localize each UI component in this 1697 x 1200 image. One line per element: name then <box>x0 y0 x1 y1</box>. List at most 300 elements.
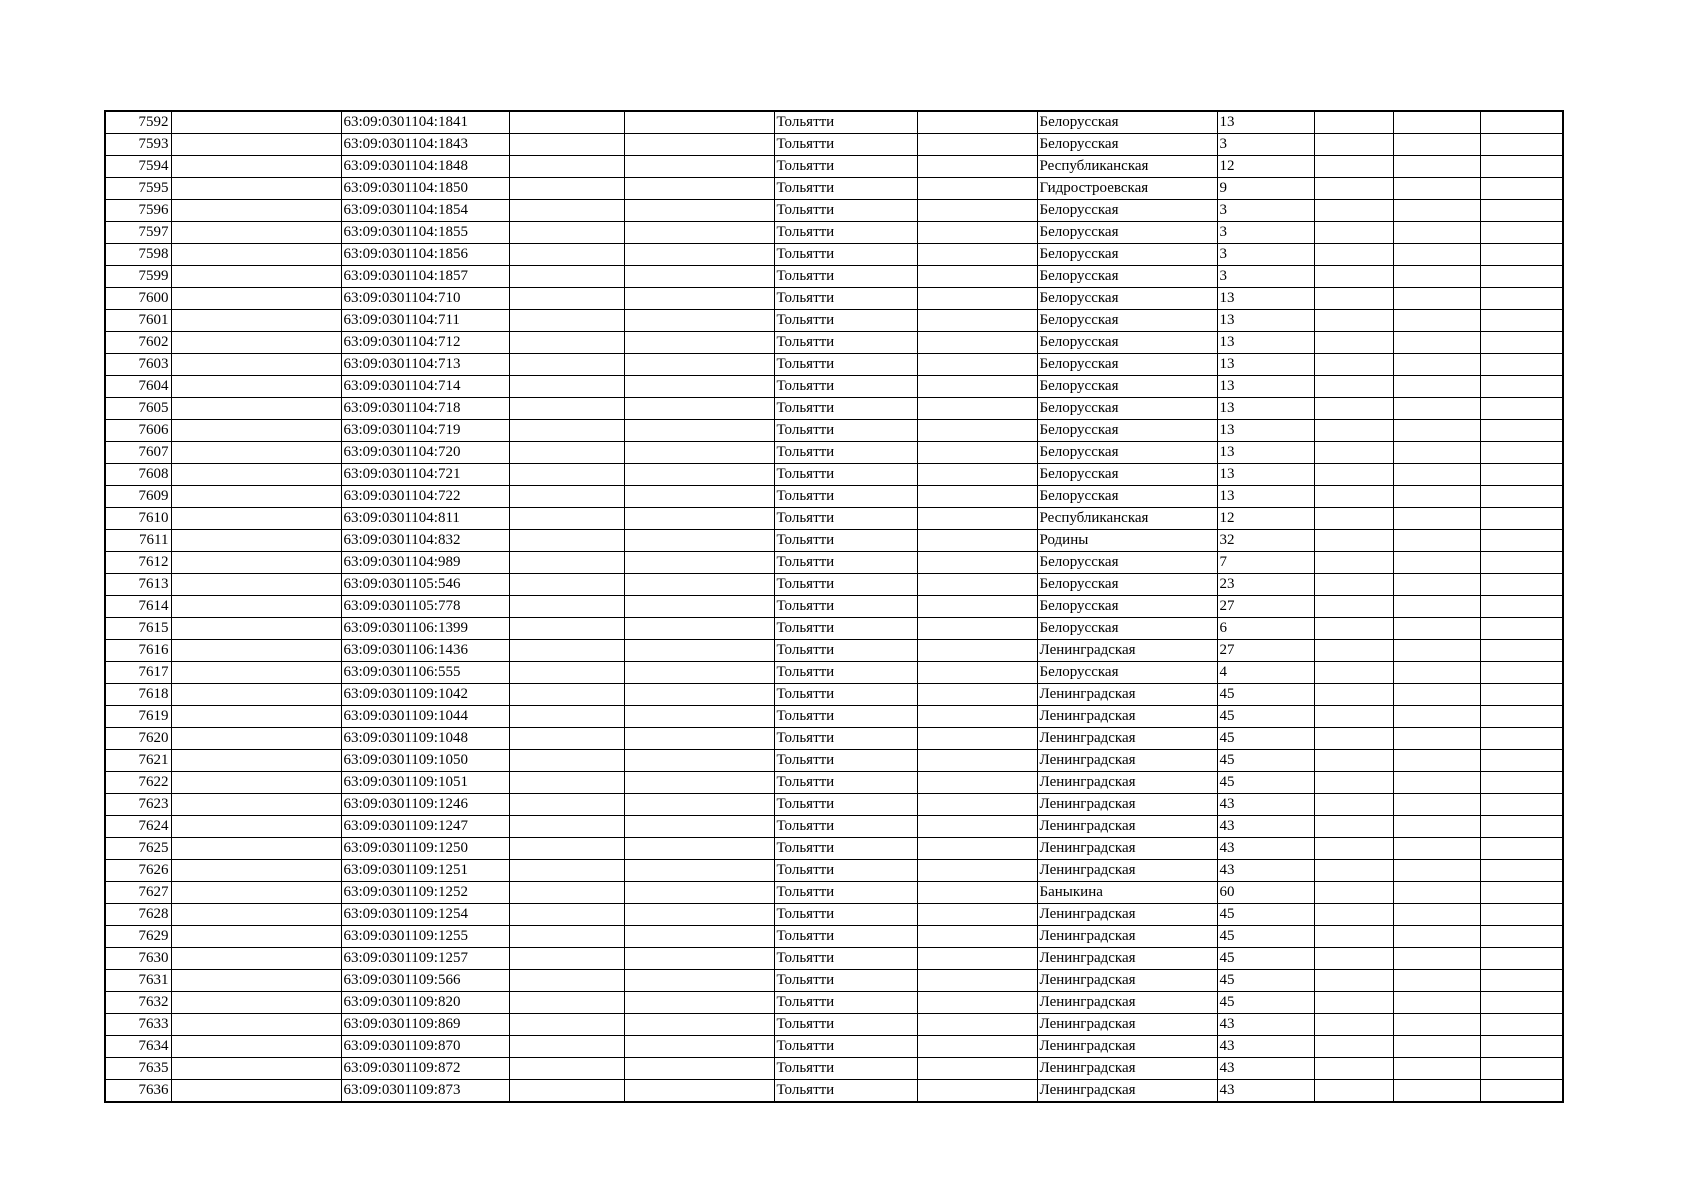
table-row <box>105 640 1563 662</box>
house-number-cell: 45 <box>1217 684 1314 706</box>
empty-cell <box>1314 882 1393 904</box>
empty-cell <box>1393 596 1480 618</box>
house-number-cell: 13 <box>1217 442 1314 464</box>
house-number-cell: 13 <box>1217 398 1314 420</box>
empty-cell <box>1480 508 1563 530</box>
empty-cell <box>1480 860 1563 882</box>
street-cell: Белорусская <box>1037 222 1217 244</box>
empty-cell <box>509 948 624 970</box>
empty-cell <box>1393 266 1480 288</box>
street-cell: Белорусская <box>1037 486 1217 508</box>
street-cell: Ленинградская <box>1037 750 1217 772</box>
house-number-cell: 13 <box>1217 288 1314 310</box>
city-cell: Тольятти <box>774 926 917 948</box>
empty-cell <box>509 552 624 574</box>
table-row <box>105 530 1563 552</box>
street-cell: Белорусская <box>1037 618 1217 640</box>
empty-cell <box>1480 1036 1563 1058</box>
empty-cell <box>917 750 1037 772</box>
empty-cell <box>1314 904 1393 926</box>
empty-cell <box>509 992 624 1014</box>
empty-cell <box>1314 464 1393 486</box>
cadastral-number-cell: 63:09:0301104:719 <box>341 420 509 442</box>
row-number-cell: 7630 <box>105 948 171 970</box>
empty-cell <box>1480 728 1563 750</box>
house-number-cell: 43 <box>1217 794 1314 816</box>
row-number-cell: 7625 <box>105 838 171 860</box>
empty-cell <box>624 266 774 288</box>
row-number-cell: 7626 <box>105 860 171 882</box>
empty-cell <box>1480 442 1563 464</box>
house-number-cell: 45 <box>1217 970 1314 992</box>
empty-cell <box>171 860 341 882</box>
empty-cell <box>1393 288 1480 310</box>
empty-cell <box>1393 706 1480 728</box>
empty-cell <box>917 1014 1037 1036</box>
street-cell: Баныкина <box>1037 882 1217 904</box>
empty-cell <box>171 156 341 178</box>
house-number-cell: 12 <box>1217 156 1314 178</box>
empty-cell <box>624 1058 774 1080</box>
city-cell: Тольятти <box>774 618 917 640</box>
house-number-cell: 43 <box>1217 1036 1314 1058</box>
empty-cell <box>917 222 1037 244</box>
house-number-cell: 43 <box>1217 860 1314 882</box>
house-number-cell: 43 <box>1217 1080 1314 1103</box>
empty-cell <box>624 178 774 200</box>
street-cell: Белорусская <box>1037 464 1217 486</box>
empty-cell <box>917 178 1037 200</box>
empty-cell <box>509 156 624 178</box>
empty-cell <box>1314 310 1393 332</box>
empty-cell <box>171 420 341 442</box>
city-cell: Тольятти <box>774 552 917 574</box>
empty-cell <box>624 1014 774 1036</box>
empty-cell <box>624 464 774 486</box>
empty-cell <box>1393 992 1480 1014</box>
empty-cell <box>1314 926 1393 948</box>
house-number-cell: 27 <box>1217 596 1314 618</box>
street-cell: Белорусская <box>1037 266 1217 288</box>
empty-cell <box>1393 244 1480 266</box>
empty-cell <box>917 992 1037 1014</box>
empty-cell <box>171 442 341 464</box>
city-cell: Тольятти <box>774 244 917 266</box>
empty-cell <box>171 618 341 640</box>
table-row <box>105 926 1563 948</box>
city-cell: Тольятти <box>774 111 917 134</box>
empty-cell <box>171 816 341 838</box>
city-cell: Тольятти <box>774 200 917 222</box>
empty-cell <box>1393 1036 1480 1058</box>
empty-cell <box>509 530 624 552</box>
empty-cell <box>1393 111 1480 134</box>
empty-cell <box>509 111 624 134</box>
empty-cell <box>1480 244 1563 266</box>
empty-cell <box>171 574 341 596</box>
cadastral-number-cell: 63:09:0301109:1048 <box>341 728 509 750</box>
empty-cell <box>917 464 1037 486</box>
empty-cell <box>917 508 1037 530</box>
table-row <box>105 332 1563 354</box>
cadastral-number-cell: 63:09:0301104:1850 <box>341 178 509 200</box>
house-number-cell: 9 <box>1217 178 1314 200</box>
table-row <box>105 970 1563 992</box>
empty-cell <box>917 882 1037 904</box>
cadastral-number-cell: 63:09:0301104:713 <box>341 354 509 376</box>
empty-cell <box>171 354 341 376</box>
house-number-cell: 45 <box>1217 772 1314 794</box>
empty-cell <box>1480 816 1563 838</box>
empty-cell <box>1480 530 1563 552</box>
empty-cell <box>624 706 774 728</box>
empty-cell <box>509 508 624 530</box>
table-row <box>105 794 1563 816</box>
city-cell: Тольятти <box>774 530 917 552</box>
empty-cell <box>1314 398 1393 420</box>
cadastral-number-cell: 63:09:0301104:722 <box>341 486 509 508</box>
empty-cell <box>171 904 341 926</box>
street-cell: Белорусская <box>1037 376 1217 398</box>
city-cell: Тольятти <box>774 860 917 882</box>
city-cell: Тольятти <box>774 970 917 992</box>
empty-cell <box>1393 882 1480 904</box>
cadastral-number-cell: 63:09:0301106:555 <box>341 662 509 684</box>
cadastral-number-cell: 63:09:0301109:869 <box>341 1014 509 1036</box>
table-row <box>105 728 1563 750</box>
empty-cell <box>624 244 774 266</box>
street-cell: Белорусская <box>1037 244 1217 266</box>
empty-cell <box>1480 1014 1563 1036</box>
street-cell: Ленинградская <box>1037 816 1217 838</box>
city-cell: Тольятти <box>774 838 917 860</box>
empty-cell <box>1314 838 1393 860</box>
house-number-cell: 13 <box>1217 310 1314 332</box>
row-number-cell: 7609 <box>105 486 171 508</box>
empty-cell <box>917 904 1037 926</box>
table-row <box>105 838 1563 860</box>
row-number-cell: 7604 <box>105 376 171 398</box>
empty-cell <box>509 222 624 244</box>
row-number-cell: 7607 <box>105 442 171 464</box>
table-row <box>105 156 1563 178</box>
house-number-cell: 12 <box>1217 508 1314 530</box>
row-number-cell: 7608 <box>105 464 171 486</box>
empty-cell <box>509 464 624 486</box>
cadastral-number-cell: 63:09:0301109:1257 <box>341 948 509 970</box>
street-cell: Ленинградская <box>1037 970 1217 992</box>
street-cell: Белорусская <box>1037 552 1217 574</box>
empty-cell <box>1314 1036 1393 1058</box>
table-row <box>105 772 1563 794</box>
empty-cell <box>1480 464 1563 486</box>
table-row <box>105 574 1563 596</box>
empty-cell <box>917 134 1037 156</box>
empty-cell <box>1480 574 1563 596</box>
cadastral-number-cell: 63:09:0301109:870 <box>341 1036 509 1058</box>
city-cell: Тольятти <box>774 772 917 794</box>
row-number-cell: 7615 <box>105 618 171 640</box>
empty-cell <box>1480 1080 1563 1103</box>
empty-cell <box>1393 200 1480 222</box>
empty-cell <box>917 288 1037 310</box>
empty-cell <box>624 332 774 354</box>
empty-cell <box>1480 596 1563 618</box>
empty-cell <box>1393 1058 1480 1080</box>
empty-cell <box>1314 486 1393 508</box>
empty-cell <box>1393 1014 1480 1036</box>
cadastral-number-cell: 63:09:0301109:1042 <box>341 684 509 706</box>
empty-cell <box>1314 111 1393 134</box>
empty-cell <box>1480 684 1563 706</box>
city-cell: Тольятти <box>774 948 917 970</box>
empty-cell <box>624 838 774 860</box>
house-number-cell: 45 <box>1217 992 1314 1014</box>
row-number-cell: 7600 <box>105 288 171 310</box>
empty-cell <box>1480 354 1563 376</box>
empty-cell <box>171 200 341 222</box>
row-number-cell: 7595 <box>105 178 171 200</box>
cadastral-number-cell: 63:09:0301104:718 <box>341 398 509 420</box>
empty-cell <box>1393 618 1480 640</box>
table-row <box>105 750 1563 772</box>
empty-cell <box>624 1036 774 1058</box>
empty-cell <box>1393 772 1480 794</box>
empty-cell <box>1480 794 1563 816</box>
table-row <box>105 134 1563 156</box>
table-row <box>105 222 1563 244</box>
cadastral-number-cell: 63:09:0301109:1250 <box>341 838 509 860</box>
empty-cell <box>1314 860 1393 882</box>
cadastral-number-cell: 63:09:0301109:1050 <box>341 750 509 772</box>
row-number-cell: 7636 <box>105 1080 171 1103</box>
table-row <box>105 618 1563 640</box>
empty-cell <box>917 684 1037 706</box>
empty-cell <box>1314 508 1393 530</box>
empty-cell <box>917 1080 1037 1103</box>
empty-cell <box>917 332 1037 354</box>
table-row <box>105 464 1563 486</box>
cadastral-number-cell: 63:09:0301104:1854 <box>341 200 509 222</box>
row-number-cell: 7592 <box>105 111 171 134</box>
city-cell: Тольятти <box>774 464 917 486</box>
empty-cell <box>171 750 341 772</box>
empty-cell <box>509 574 624 596</box>
row-number-cell: 7632 <box>105 992 171 1014</box>
empty-cell <box>624 354 774 376</box>
empty-cell <box>1480 156 1563 178</box>
cadastral-number-cell: 63:09:0301104:710 <box>341 288 509 310</box>
city-cell: Тольятти <box>774 222 917 244</box>
empty-cell <box>624 596 774 618</box>
empty-cell <box>509 684 624 706</box>
empty-cell <box>509 926 624 948</box>
row-number-cell: 7631 <box>105 970 171 992</box>
city-cell: Тольятти <box>774 816 917 838</box>
house-number-cell: 45 <box>1217 706 1314 728</box>
empty-cell <box>624 398 774 420</box>
row-number-cell: 7598 <box>105 244 171 266</box>
city-cell: Тольятти <box>774 310 917 332</box>
empty-cell <box>1480 288 1563 310</box>
empty-cell <box>509 970 624 992</box>
cadastral-number-cell: 63:09:0301104:714 <box>341 376 509 398</box>
cadastral-number-cell: 63:09:0301105:546 <box>341 574 509 596</box>
empty-cell <box>171 772 341 794</box>
table-row <box>105 948 1563 970</box>
house-number-cell: 32 <box>1217 530 1314 552</box>
house-number-cell: 43 <box>1217 816 1314 838</box>
empty-cell <box>917 640 1037 662</box>
empty-cell <box>1314 376 1393 398</box>
empty-cell <box>171 464 341 486</box>
empty-cell <box>509 1058 624 1080</box>
empty-cell <box>917 530 1037 552</box>
row-number-cell: 7594 <box>105 156 171 178</box>
house-number-cell: 13 <box>1217 420 1314 442</box>
city-cell: Тольятти <box>774 1080 917 1103</box>
empty-cell <box>1393 354 1480 376</box>
row-number-cell: 7603 <box>105 354 171 376</box>
empty-cell <box>624 772 774 794</box>
house-number-cell: 3 <box>1217 134 1314 156</box>
empty-cell <box>171 530 341 552</box>
empty-cell <box>917 310 1037 332</box>
empty-cell <box>1480 178 1563 200</box>
empty-cell <box>624 1080 774 1103</box>
house-number-cell: 13 <box>1217 111 1314 134</box>
row-number-cell: 7611 <box>105 530 171 552</box>
empty-cell <box>509 200 624 222</box>
empty-cell <box>624 200 774 222</box>
cadastral-number-cell: 63:09:0301109:820 <box>341 992 509 1014</box>
empty-cell <box>171 310 341 332</box>
empty-cell <box>624 552 774 574</box>
empty-cell <box>1480 222 1563 244</box>
table-row <box>105 288 1563 310</box>
house-number-cell: 43 <box>1217 1014 1314 1036</box>
empty-cell <box>917 156 1037 178</box>
cadastral-number-cell: 63:09:0301104:712 <box>341 332 509 354</box>
empty-cell <box>917 618 1037 640</box>
table-row <box>105 706 1563 728</box>
cadastral-number-cell: 63:09:0301104:1841 <box>341 111 509 134</box>
empty-cell <box>509 266 624 288</box>
table-row <box>105 1036 1563 1058</box>
empty-cell <box>624 222 774 244</box>
city-cell: Тольятти <box>774 442 917 464</box>
empty-cell <box>624 970 774 992</box>
empty-cell <box>171 376 341 398</box>
row-number-cell: 7635 <box>105 1058 171 1080</box>
empty-cell <box>917 111 1037 134</box>
empty-cell <box>917 1036 1037 1058</box>
empty-cell <box>917 200 1037 222</box>
empty-cell <box>171 486 341 508</box>
table-row <box>105 662 1563 684</box>
city-cell: Тольятти <box>774 134 917 156</box>
empty-cell <box>1393 530 1480 552</box>
table-row <box>105 860 1563 882</box>
empty-cell <box>509 596 624 618</box>
empty-cell <box>624 508 774 530</box>
empty-cell <box>171 266 341 288</box>
empty-cell <box>917 376 1037 398</box>
empty-cell <box>171 1036 341 1058</box>
house-number-cell: 3 <box>1217 222 1314 244</box>
street-cell: Ленинградская <box>1037 948 1217 970</box>
empty-cell <box>1314 684 1393 706</box>
city-cell: Тольятти <box>774 508 917 530</box>
empty-cell <box>1393 420 1480 442</box>
city-cell: Тольятти <box>774 178 917 200</box>
empty-cell <box>917 816 1037 838</box>
house-number-cell: 6 <box>1217 618 1314 640</box>
empty-cell <box>917 442 1037 464</box>
empty-cell <box>509 244 624 266</box>
empty-cell <box>1314 244 1393 266</box>
cadastral-number-cell: 63:09:0301109:873 <box>341 1080 509 1103</box>
cadastral-number-cell: 63:09:0301104:1855 <box>341 222 509 244</box>
empty-cell <box>171 178 341 200</box>
street-cell: Белорусская <box>1037 200 1217 222</box>
house-number-cell: 3 <box>1217 200 1314 222</box>
empty-cell <box>171 111 341 134</box>
empty-cell <box>1480 618 1563 640</box>
empty-cell <box>624 486 774 508</box>
empty-cell <box>1480 111 1563 134</box>
row-number-cell: 7601 <box>105 310 171 332</box>
empty-cell <box>1393 926 1480 948</box>
empty-cell <box>1314 442 1393 464</box>
empty-cell <box>624 442 774 464</box>
empty-cell <box>917 354 1037 376</box>
cadastral-number-cell: 63:09:0301106:1399 <box>341 618 509 640</box>
street-cell: Белорусская <box>1037 354 1217 376</box>
empty-cell <box>1393 442 1480 464</box>
empty-cell <box>1314 706 1393 728</box>
city-cell: Тольятти <box>774 750 917 772</box>
row-number-cell: 7605 <box>105 398 171 420</box>
empty-cell <box>509 728 624 750</box>
empty-cell <box>509 860 624 882</box>
empty-cell <box>1314 618 1393 640</box>
empty-cell <box>917 574 1037 596</box>
city-cell: Тольятти <box>774 376 917 398</box>
street-cell: Ленинградская <box>1037 794 1217 816</box>
row-number-cell: 7627 <box>105 882 171 904</box>
empty-cell <box>1480 486 1563 508</box>
empty-cell <box>917 948 1037 970</box>
empty-cell <box>1393 750 1480 772</box>
street-cell: Родины <box>1037 530 1217 552</box>
empty-cell <box>171 948 341 970</box>
table-row <box>105 442 1563 464</box>
empty-cell <box>1393 904 1480 926</box>
empty-cell <box>509 442 624 464</box>
cadastral-number-cell: 63:09:0301104:1848 <box>341 156 509 178</box>
cadastral-number-cell: 63:09:0301104:711 <box>341 310 509 332</box>
empty-cell <box>1480 662 1563 684</box>
empty-cell <box>1393 838 1480 860</box>
empty-cell <box>1314 992 1393 1014</box>
empty-cell <box>1314 640 1393 662</box>
empty-cell <box>171 970 341 992</box>
empty-cell <box>1480 640 1563 662</box>
empty-cell <box>509 640 624 662</box>
street-cell: Ленинградская <box>1037 860 1217 882</box>
empty-cell <box>1480 1058 1563 1080</box>
